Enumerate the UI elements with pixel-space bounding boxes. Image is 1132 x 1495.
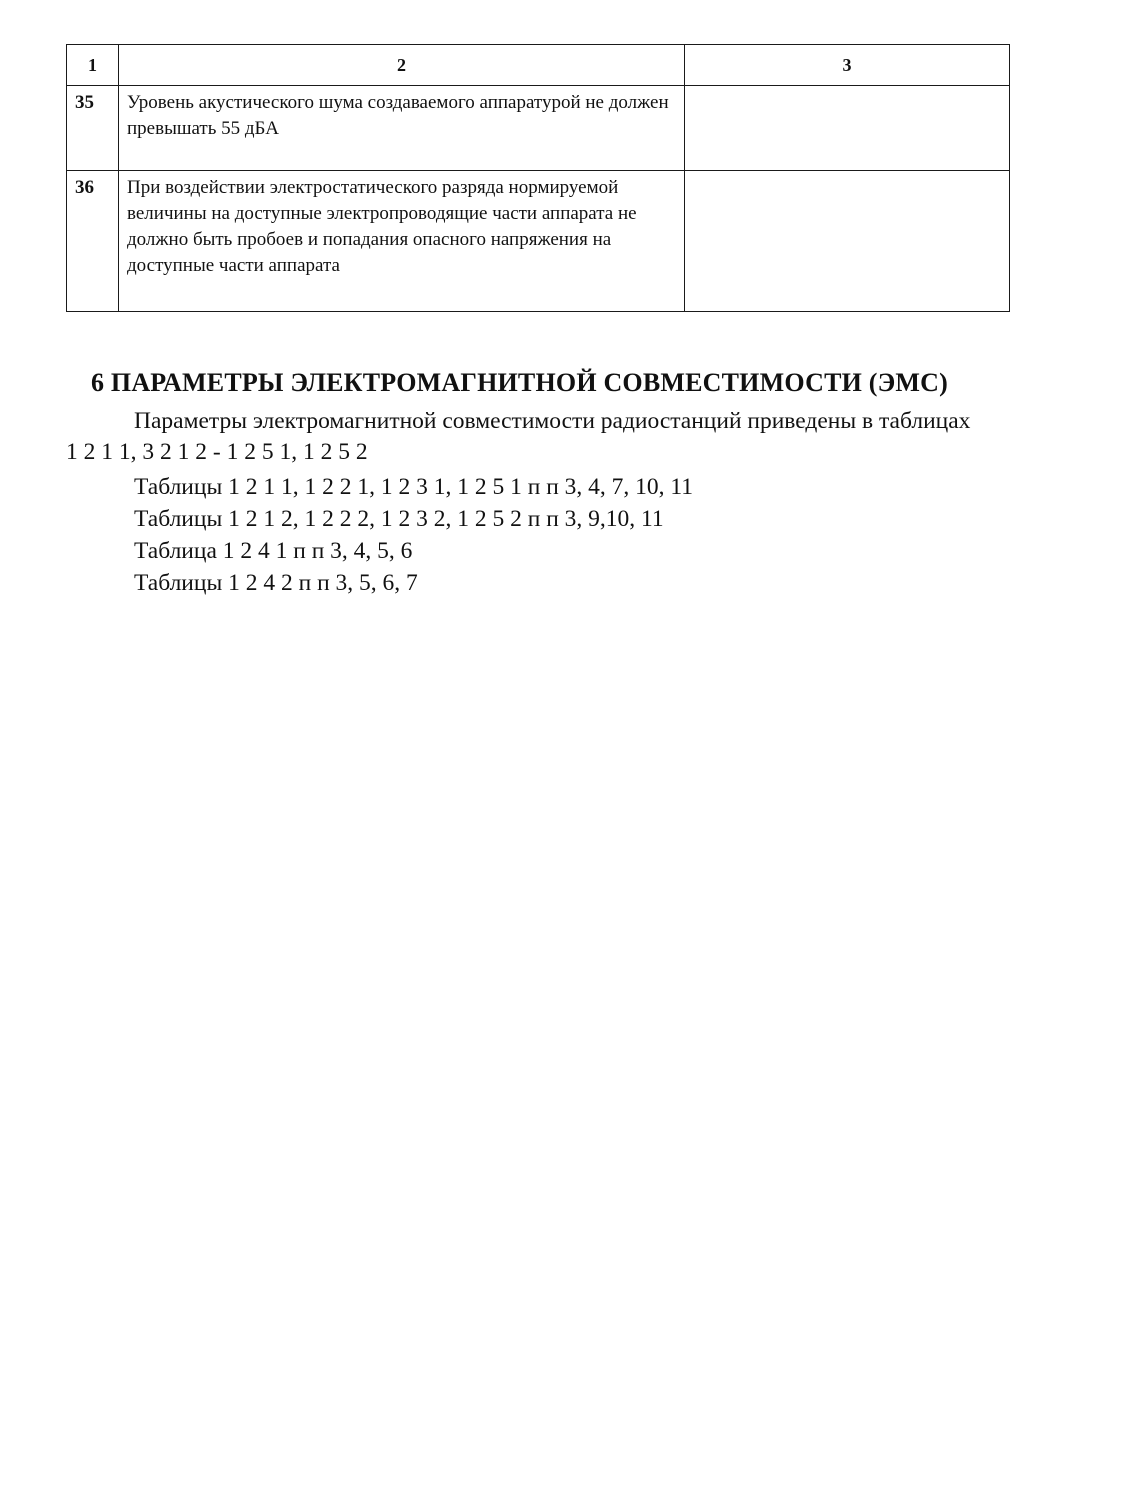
row-number: 36 xyxy=(67,171,119,312)
table-row xyxy=(67,86,1010,171)
table-reference-line: Таблица 1 2 4 1 п п 3, 4, 5, 6 xyxy=(134,538,413,564)
table-row xyxy=(67,171,1010,312)
section-title: 6 ПАРАМЕТРЫ ЭЛЕКТРОМАГНИТНОЙ СОВМЕСТИМОСТИ (ЭМС) xyxy=(91,368,948,397)
result-cell xyxy=(685,86,1010,171)
table-header-col-3: 3 xyxy=(685,45,1010,86)
row-number: 35 xyxy=(67,86,119,171)
requirement-text: Уровень акустического шума создаваемого аппаратурой не должен превышать 55 дБА xyxy=(119,86,685,171)
section-paragraph: Параметры электромагнитной совместимости радиостанций приведены в таблицах 1 2 1 1, 3 2 1 2 - 1 2 5 1, 1 2 5 2 xyxy=(66,408,971,465)
table-header-col-2: 2 xyxy=(119,45,685,86)
requirements-table xyxy=(66,44,1010,312)
result-cell xyxy=(685,171,1010,312)
table-header-row xyxy=(67,45,1010,86)
table-reference-line: Таблицы 1 2 1 2, 1 2 2 2, 1 2 3 2, 1 2 5 2 п п 3, 9,10, 11 xyxy=(134,506,664,532)
table-reference-line: Таблицы 1 2 4 2 п п 3, 5, 6, 7 xyxy=(134,570,418,596)
table-header-col-1: 1 xyxy=(67,45,119,86)
requirement-text: При воздействии электростатического разряда нормируемой величины на доступные электропроводящие части аппарата не должно быть пробоев и попадания опасного напряжения на доступные части аппарата xyxy=(119,171,685,312)
table-reference-line: Таблицы 1 2 1 1, 1 2 2 1, 1 2 3 1, 1 2 5 1 п п 3, 4, 7, 10, 11 xyxy=(134,474,694,500)
